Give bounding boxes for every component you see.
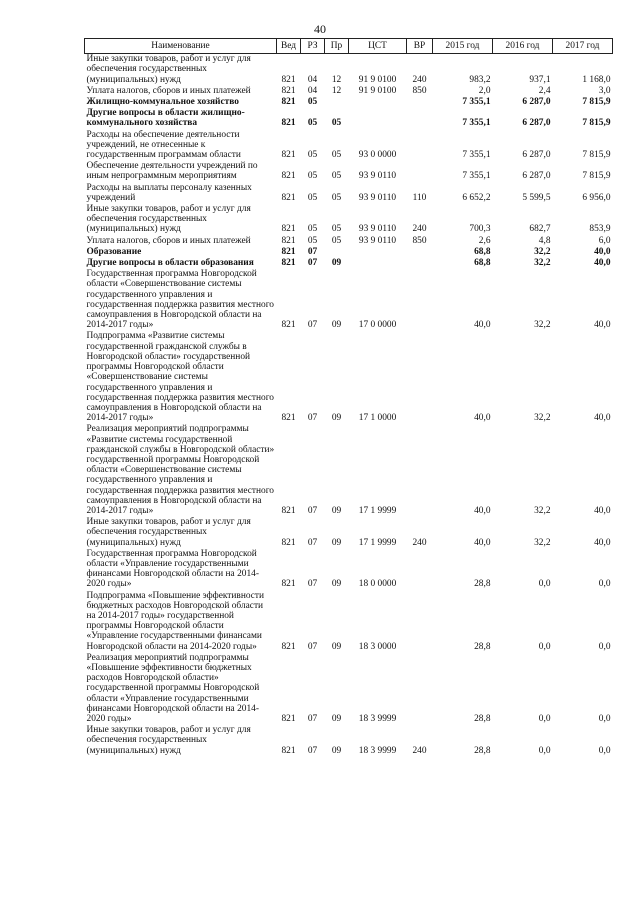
budget-table (84, 38, 613, 757)
row-cst: 17 1 9999 (358, 505, 397, 516)
row-value-2016: 32,2 (534, 505, 551, 516)
row-cst: 17 1 0000 (358, 413, 397, 424)
row-name: Иные закупки товаров, работ и услуг для обеспечения государственных (муниципальных) нужд (86, 204, 251, 235)
row-cst: 93 9 0110 (358, 171, 397, 182)
row-value-2015: 7 355,1 (462, 150, 491, 161)
row-rz: 05 (307, 171, 318, 182)
table-row (85, 204, 613, 236)
row-cst: 93 9 0110 (358, 192, 397, 203)
row-value-2016: 4,8 (538, 235, 551, 246)
table-row (85, 236, 613, 247)
table-row (85, 183, 613, 204)
row-value-2015: 40,0 (474, 413, 491, 424)
header-ved: Вед (277, 39, 301, 54)
row-pr (325, 247, 349, 258)
row-name: Государственная программа Новгородской области «Совершенствование системы государственного управления и государственная поддержка развития местного самоуправления в Новгородской области на 2014-2017 годы» (86, 269, 274, 331)
row-cst: 93 9 0110 (358, 235, 397, 246)
row-rz: 04 (307, 74, 318, 85)
row-value-2016: 5 599,5 (522, 192, 551, 203)
row-pr: 09 (331, 714, 342, 724)
row-rz: 07 (307, 505, 318, 516)
row-name: Другие вопросы в области жилищно-коммунального хозяйства (86, 108, 245, 129)
row-vr (407, 331, 433, 424)
row-ved: 821 (281, 505, 296, 516)
row-vr: 240 (412, 74, 427, 85)
row-value-2017: 7 815,9 (582, 171, 611, 182)
row-name: Уплата налогов, сборов и иных платежей (86, 235, 251, 246)
row-rz: 07 (307, 537, 318, 548)
row-value-2015: 28,8 (474, 641, 491, 652)
row-pr: 05 (331, 118, 342, 129)
row-value-2015: 68,8 (474, 246, 491, 257)
table-row (85, 331, 613, 424)
row-value-2015: 2,0 (478, 85, 491, 96)
row-value-2015: 700,3 (469, 224, 491, 235)
table-row (85, 517, 613, 549)
row-value-2015: 6 652,2 (462, 192, 491, 203)
row-name: Уплата налогов, сборов и иных платежей (86, 85, 251, 96)
row-ved: 821 (281, 413, 296, 424)
row-value-2016: 6 287,0 (522, 118, 551, 129)
row-value-2016: 6 287,0 (522, 97, 551, 108)
row-ved: 821 (281, 714, 296, 724)
table-row (85, 258, 613, 269)
row-name: Расходы на выплаты персоналу казенных учреждений (86, 182, 252, 203)
row-value-2016: 32,2 (534, 320, 551, 331)
header-2016: 2016 год (493, 39, 553, 54)
row-pr: 09 (331, 505, 342, 516)
row-rz: 07 (307, 413, 318, 424)
table-row (85, 591, 613, 653)
row-name: Подпрограмма «Развитие системы государственной гражданской службы в Новгородской области» государственной программы Новгородской области «Совершенствование системы государственного управления и государственная поддержка развития местного самоуправления в Новгородской области на 2014-2017 годы» (86, 331, 274, 424)
row-pr: 05 (331, 224, 342, 235)
row-ved: 821 (281, 171, 296, 182)
header-pr: Пр (325, 39, 349, 54)
table-row (85, 269, 613, 331)
table-row (85, 86, 613, 97)
header-rz: РЗ (301, 39, 325, 54)
row-vr (407, 424, 433, 517)
row-value-2016: 0,0 (538, 745, 551, 756)
row-cst: 91 9 0100 (358, 74, 397, 85)
row-name: Иные закупки товаров, работ и услуг для обеспечения государственных (муниципальных) нужд (86, 517, 251, 548)
row-value-2015: 7 355,1 (462, 171, 491, 182)
row-ved: 821 (281, 97, 296, 108)
row-rz: 04 (307, 85, 318, 96)
row-ved: 821 (281, 224, 296, 235)
row-value-2016: 32,2 (534, 258, 551, 269)
row-value-2015: 68,8 (474, 258, 491, 269)
row-pr: 09 (331, 745, 342, 756)
table-row (85, 549, 613, 591)
row-value-2016: 6 287,0 (522, 171, 551, 182)
row-cst: 18 3 9999 (358, 714, 397, 724)
row-pr: 09 (331, 537, 342, 548)
row-value-2017: 6 956,0 (582, 192, 611, 203)
row-cst: 18 3 9999 (358, 745, 397, 756)
row-pr: 12 (331, 74, 342, 85)
row-value-2016: 2,4 (538, 85, 551, 96)
row-cst (349, 108, 407, 129)
row-cst: 91 9 0100 (358, 85, 397, 96)
row-value-2017: 6,0 (598, 235, 611, 246)
row-pr: 12 (331, 85, 342, 96)
row-name: Образование (86, 246, 142, 257)
row-value-2015: 28,8 (474, 745, 491, 756)
row-vr (407, 591, 433, 653)
row-cst: 18 3 0000 (358, 641, 397, 652)
row-ved: 821 (281, 641, 296, 652)
table-row (85, 161, 613, 182)
row-vr: 850 (412, 235, 427, 246)
row-value-2016: 0,0 (538, 714, 551, 724)
row-vr (407, 108, 433, 129)
row-value-2016: 32,2 (534, 537, 551, 548)
row-vr: 240 (412, 537, 427, 548)
row-pr (325, 97, 349, 108)
row-pr: 09 (331, 413, 342, 424)
row-value-2015: 40,0 (474, 505, 491, 516)
row-name: Иные закупки товаров, работ и услуг для обеспечения государственных (муниципальных) нужд (86, 725, 251, 756)
row-value-2015: 7 355,1 (462, 118, 491, 129)
table-row (85, 653, 613, 725)
row-rz: 07 (307, 246, 318, 257)
row-value-2017: 40,0 (594, 320, 611, 331)
row-value-2017: 7 815,9 (582, 97, 611, 108)
row-name: Жилищно-коммунальное хозяйство (86, 97, 239, 108)
page-number: 40 (314, 22, 326, 36)
row-ved: 821 (281, 258, 296, 269)
header-2017: 2017 год (553, 39, 613, 54)
row-pr: 05 (331, 235, 342, 246)
row-value-2017: 0,0 (598, 714, 611, 724)
row-name: Иные закупки товаров, работ и услуг для обеспечения государственных (муниципальных) нужд (86, 54, 251, 85)
row-ved: 821 (281, 537, 296, 548)
row-cst: 18 0 0000 (358, 579, 397, 590)
row-value-2017: 40,0 (594, 537, 611, 548)
header-name: Наименование (85, 39, 277, 54)
row-value-2016: 0,0 (538, 579, 551, 590)
row-ved: 821 (281, 579, 296, 590)
header-vr: ВР (407, 39, 433, 54)
row-vr (407, 130, 433, 162)
table-row (85, 97, 613, 108)
row-rz: 07 (307, 714, 318, 724)
row-ved: 821 (281, 246, 296, 257)
row-rz: 07 (307, 320, 318, 331)
row-cst (349, 247, 407, 258)
row-value-2017: 3,0 (598, 85, 611, 96)
header-2015: 2015 год (433, 39, 493, 54)
row-rz: 05 (307, 224, 318, 235)
table-header-row (85, 39, 613, 54)
row-value-2017: 853,9 (589, 224, 611, 235)
row-pr: 09 (331, 320, 342, 331)
row-value-2017: 0,0 (598, 641, 611, 652)
header-cst: ЦСТ (349, 39, 407, 54)
row-rz: 05 (307, 150, 318, 161)
row-vr: 240 (412, 224, 427, 235)
row-ved: 821 (281, 150, 296, 161)
row-value-2016: 6 287,0 (522, 150, 551, 161)
row-cst (349, 97, 407, 108)
row-value-2015: 28,8 (474, 714, 491, 724)
row-ved: 821 (281, 118, 296, 129)
row-rz: 07 (307, 745, 318, 756)
row-name: Государственная программа Новгородской области «Управление государственными финансами Новгородской области на 2014-2020 годы» (86, 548, 259, 590)
row-pr: 09 (331, 258, 342, 269)
row-pr: 05 (331, 171, 342, 182)
row-value-2015: 40,0 (474, 537, 491, 548)
row-name: Расходы на обеспечение деятельности учреждений, не отнесенные к государственным программам области (86, 129, 241, 161)
row-value-2017: 0,0 (598, 745, 611, 756)
row-vr: 240 (412, 745, 427, 756)
row-pr: 05 (331, 150, 342, 161)
row-value-2017: 40,0 (594, 413, 611, 424)
row-vr: 110 (412, 192, 427, 203)
row-cst: 17 0 0000 (358, 320, 397, 331)
row-value-2017: 40,0 (594, 505, 611, 516)
row-rz: 05 (307, 235, 318, 246)
table-body (85, 54, 613, 757)
row-rz: 05 (307, 192, 318, 203)
row-value-2016: 937,1 (529, 74, 551, 85)
row-vr: 850 (412, 85, 427, 96)
row-value-2016: 0,0 (538, 641, 551, 652)
row-value-2017: 7 815,9 (582, 118, 611, 129)
row-vr (407, 269, 433, 331)
table-row (85, 108, 613, 129)
row-ved: 821 (281, 235, 296, 246)
row-name: Другие вопросы в области образования (86, 258, 254, 269)
row-rz: 07 (307, 579, 318, 590)
row-rz: 05 (307, 118, 318, 129)
row-value-2017: 0,0 (598, 579, 611, 590)
row-ved: 821 (281, 192, 296, 203)
row-value-2015: 7 355,1 (462, 97, 491, 108)
row-value-2016: 32,2 (534, 246, 551, 257)
row-vr (407, 258, 433, 269)
row-cst (349, 258, 407, 269)
row-value-2017: 40,0 (594, 246, 611, 257)
row-vr (407, 97, 433, 108)
row-vr (407, 653, 433, 725)
row-vr (407, 247, 433, 258)
row-ved: 821 (281, 745, 296, 756)
row-ved: 821 (281, 320, 296, 331)
row-pr: 09 (331, 641, 342, 652)
row-value-2017: 7 815,9 (582, 150, 611, 161)
row-cst: 93 0 0000 (358, 150, 397, 161)
row-value-2016: 682,7 (529, 224, 551, 235)
table-row (85, 247, 613, 258)
row-vr (407, 161, 433, 182)
row-value-2016: 32,2 (534, 413, 551, 424)
row-name: Реализация мероприятий подпрограммы «Развитие системы государственной гражданской службы в Новгородской области» государственной программы Новгородской области «Совершенствование системы государственного управления и государственная поддержка развития местного самоуправления в Новгородской области на 2014-2017 годы» (86, 424, 275, 516)
row-rz: 07 (307, 641, 318, 652)
row-value-2015: 28,8 (474, 579, 491, 590)
row-value-2017: 1 168,0 (582, 74, 611, 85)
row-rz: 07 (307, 258, 318, 269)
table-row (85, 130, 613, 162)
row-value-2015: 40,0 (474, 320, 491, 331)
row-vr (407, 549, 433, 591)
row-cst: 93 9 0110 (358, 224, 397, 235)
table-row (85, 54, 613, 86)
row-cst: 17 1 9999 (358, 537, 397, 548)
row-value-2015: 2,6 (478, 235, 491, 246)
row-rz: 05 (307, 97, 318, 108)
row-name: Подпрограмма «Повышение эффективности бюджетных расходов Новгородской области на 2014-2017 годы» государственной программы Новгородской области «Управление государственными финансами Новгородской области на 2014-2020 годы» (86, 590, 265, 652)
table-row (85, 424, 613, 517)
row-ved: 821 (281, 85, 296, 96)
row-value-2017: 40,0 (594, 258, 611, 269)
table-row (85, 725, 613, 757)
row-name: Обеспечение деятельности учреждений по иным непрограммным мероприятиям (86, 161, 258, 182)
row-pr: 05 (331, 192, 342, 203)
row-value-2015: 983,2 (469, 74, 491, 85)
row-name: Реализация мероприятий подпрограммы «Повышение эффективности бюджетных расходов Новгородской области» государственной программы Новгородской области «Управление государственными финансами Новгородской области на 2014-2020 годы» (86, 652, 260, 724)
row-ved: 821 (281, 74, 296, 85)
row-pr: 09 (331, 579, 342, 590)
